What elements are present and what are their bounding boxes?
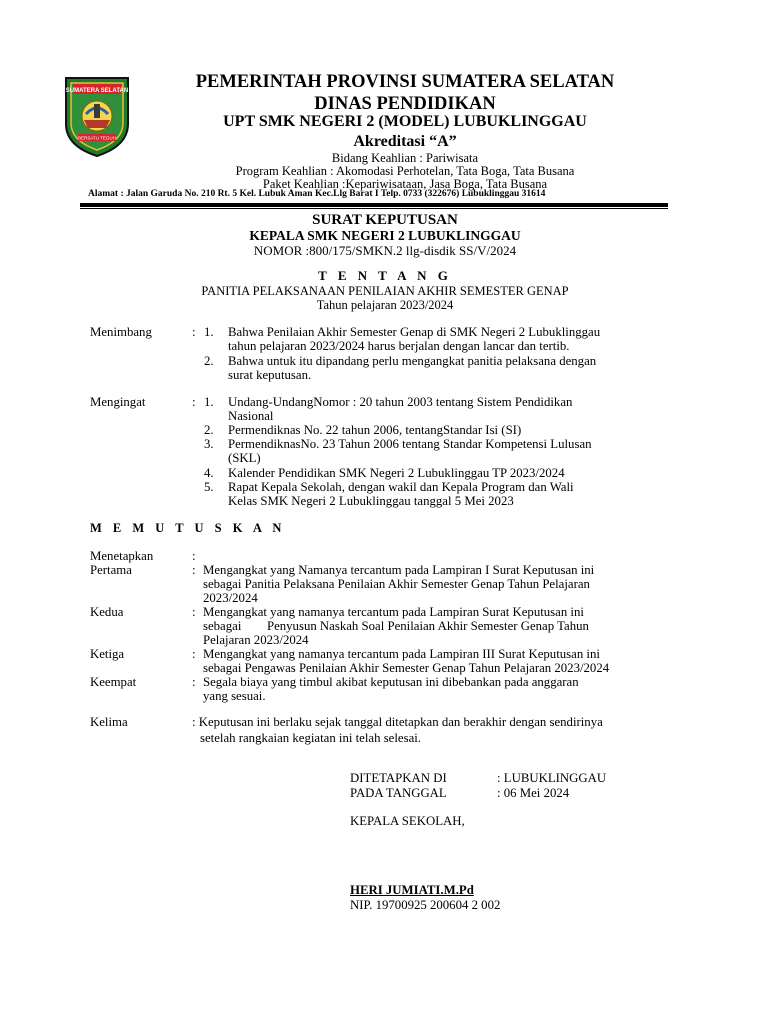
header-program: Program Keahlian : Akomodasi Perhotelan, Tata Boga, Tata Busana <box>235 164 575 178</box>
tanggal-label: PADA TANGGAL <box>350 786 447 800</box>
signatory-nip: NIP. 19700925 200604 2 002 <box>350 898 501 912</box>
decree-subject: PANITIA PELAKSANAAN PENILAIAN AKHIR SEMESTER GENAP <box>201 284 569 298</box>
kedua-line-2: sebagai Penyusun Naskah Soal Penilaian Akhir Semester Genap Tahun <box>203 619 589 633</box>
header-accreditation: Akreditasi “A” <box>353 133 457 150</box>
kedua-line-3: Pelajaran 2023/2024 <box>203 633 309 647</box>
mengingat-item-5-cont: Kelas SMK Negeri 2 Lubuklinggau tanggal 5 Mei 2023 <box>228 494 514 508</box>
decree-issuer: KEPALA SMK NEGERI 2 LUBUKLINGGAU <box>249 228 521 243</box>
kedua-line-1: Mengangkat yang namanya tercantum pada Lampiran Surat Keputusan ini <box>203 605 584 619</box>
mengingat-item-3-num: 3. <box>204 437 214 451</box>
header-school: UPT SMK NEGERI 2 (MODEL) LUBUKLINGGAU <box>223 113 587 130</box>
menetapkan-colon: : <box>192 549 196 563</box>
kelima-label: Kelima <box>90 715 128 729</box>
mengingat-item-5-num: 5. <box>204 480 214 494</box>
pertama-colon: : <box>192 563 196 577</box>
mengingat-item-4-num: 4. <box>204 466 214 480</box>
pertama-line-2: sebagai Panitia Pelaksana Penilaian Akhir Semester Genap Tahun Pelajaran <box>203 577 590 591</box>
menimbang-item-1-num: 1. <box>204 325 214 339</box>
mengingat-item-1: Undang-UndangNomor : 20 tahun 2003 tentang Sistem Pendidikan <box>228 395 573 409</box>
decree-title: SURAT KEPUTUSAN <box>312 212 458 228</box>
kelima-line-2: setelah rangkaian kegiatan ini telah selesai. <box>200 731 422 745</box>
kedua-label: Kedua <box>90 605 124 619</box>
ketiga-line-2: sebagai Pengawas Penilaian Akhir Semester Genap Tahun Pelajaran 2023/2024 <box>203 661 610 675</box>
keempat-colon: : <box>192 675 196 689</box>
mengingat-item-3-cont: (SKL) <box>228 451 261 465</box>
keempat-line-1: Segala biaya yang timbul akibat keputusan ini dibebankan pada anggaran <box>203 675 579 689</box>
decree-year: Tahun pelajaran 2023/2024 <box>316 298 454 312</box>
decree-tentang: T E N T A N G <box>318 268 452 283</box>
pertama-label: Pertama <box>90 563 132 577</box>
menimbang-colon: : <box>192 325 196 339</box>
memutuskan-heading: M E M U T U S K A N <box>90 521 286 535</box>
menimbang-item-2: Bahwa untuk itu dipandang perlu mengangkat panitia pelaksana dengan <box>228 354 597 368</box>
menimbang-label: Menimbang <box>90 325 152 339</box>
signatory-name: HERI JUMIATI.M.Pd <box>350 883 474 897</box>
pertama-line-1: Mengangkat yang Namanya tercantum pada Lampiran I Surat Keputusan ini <box>203 563 595 577</box>
mengingat-item-4: Kalender Pendidikan SMK Negeri 2 Lubuklinggau TP 2023/2024 <box>228 466 565 480</box>
tanggal-value: : 06 Mei 2024 <box>497 786 570 800</box>
pertama-line-3: 2023/2024 <box>203 591 258 605</box>
mengingat-colon: : <box>192 395 196 409</box>
menetapkan-label: Menetapkan <box>90 549 154 563</box>
mengingat-item-2-num: 2. <box>204 423 214 437</box>
header-address: Alamat : Jalan Garuda No. 210 Rt. 5 Kel. Lubuk Aman Kec.Llg Barat I Telp. 0733 (322676) Lubuklinggau 31614 <box>88 189 546 199</box>
decree-number: NOMOR :800/175/SMKN.2 llg-disdik SS/V/2024 <box>253 243 517 258</box>
header-rule-thin <box>80 208 668 209</box>
keempat-label: Keempat <box>90 675 137 689</box>
header-paket: Paket Keahlian :Kepariwisataan, Jasa Boga, Tata Busana <box>262 177 548 191</box>
ketiga-colon: : <box>192 647 196 661</box>
ketiga-line-1: Mengangkat yang namanya tercantum pada Lampiran III Surat Keputusan ini <box>203 647 600 661</box>
header-agency: DINAS PENDIDIKAN <box>314 94 496 114</box>
header-bidang: Bidang Keahlian : Pariwisata <box>331 151 479 165</box>
mengingat-label: Mengingat <box>90 395 146 409</box>
mengingat-item-3: PermendiknasNo. 23 Tahun 2006 tentang Standar Kompetensi Lulusan <box>228 437 592 451</box>
menimbang-item-2-num: 2. <box>204 354 214 368</box>
menimbang-item-1-cont: tahun pelajaran 2023/2024 harus berjalan dengan lancar dan tertib. <box>228 339 570 353</box>
kelima-line-1: : Keputusan ini berlaku sejak tanggal ditetapkan dan berakhir dengan sendirinya <box>192 715 603 729</box>
menimbang-item-2-cont: surat keputusan. <box>228 368 312 382</box>
keempat-line-2: yang sesuai. <box>203 689 266 703</box>
header-rule-thick <box>80 203 668 207</box>
ditetapkan-label: DITETAPKAN DI <box>350 771 447 785</box>
mengingat-item-1-cont: Nasional <box>228 409 274 423</box>
ditetapkan-value: : LUBUKLINGGAU <box>497 771 607 785</box>
signatory-position: KEPALA SEKOLAH, <box>350 814 465 828</box>
logo-bottom-text: BERSATU TEGUH <box>78 135 116 141</box>
kedua-colon: : <box>192 605 196 619</box>
mengingat-item-5: Rapat Kepala Sekolah, dengan wakil dan Kepala Program dan Wali <box>228 480 574 494</box>
ketiga-label: Ketiga <box>90 647 125 661</box>
mengingat-item-2: Permendiknas No. 22 tahun 2006, tentangStandar Isi (SI) <box>228 423 522 437</box>
menimbang-item-1: Bahwa Penilaian Akhir Semester Genap di SMK Negeri 2 Lubuklinggau <box>228 325 601 339</box>
header-government: PEMERINTAH PROVINSI SUMATERA SELATAN <box>195 72 615 92</box>
school-logo <box>62 74 132 158</box>
mengingat-item-1-num: 1. <box>204 395 214 409</box>
logo-top-text: SUMATERA SELATAN <box>65 88 129 94</box>
